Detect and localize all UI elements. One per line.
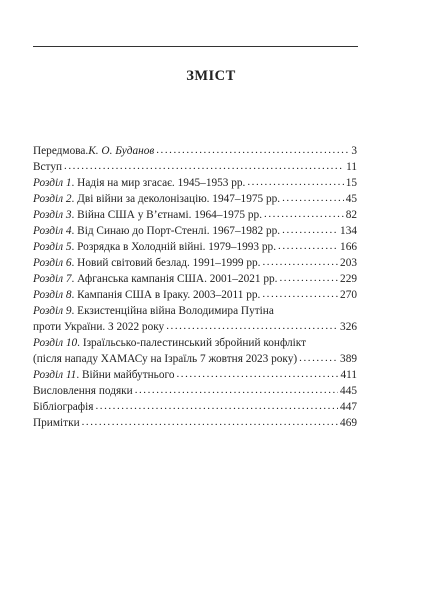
toc-entry-title-line2: (після нападу ХАМАСу на Ізраїль 7 жовтня 2023 року) xyxy=(33,353,298,365)
toc-entry-chapter: Розділ 7 xyxy=(33,273,72,285)
toc-entry-chapter: Розділ 1 xyxy=(33,177,72,189)
toc-entry-title: Кампанія США в Іраку. 2003–2011 рр. xyxy=(77,289,261,301)
dot-leader xyxy=(156,142,349,158)
toc-entry-chapter: Розділ 9 xyxy=(33,305,72,317)
toc-entry-page: 447 xyxy=(340,401,357,413)
toc-entry-page: 166 xyxy=(340,241,357,253)
toc-entry-chapter: Розділ 5 xyxy=(33,241,72,253)
toc-entry-title: Висловлення подяки xyxy=(33,385,133,397)
toc-entry-title: Надія на мир згасає. 1945–1953 рр. xyxy=(77,177,246,189)
toc-entry-page: 203 xyxy=(340,257,357,269)
toc-entry-foreword[interactable] xyxy=(33,143,357,159)
toc-entry-chapter-5[interactable]: Розділ 5 . Розрядка в Холодній війні. 1979–1993 рр. . . . 166 xyxy=(33,239,357,255)
toc-entry-chapter-4[interactable]: Розділ 4 . Від Синаю до Порт-Стенлі. 1967–1982 рр. . . . 134 xyxy=(33,223,357,239)
toc-entry-chapter: Розділ 3 xyxy=(33,209,72,221)
toc-entry-chapter-2[interactable]: Розділ 2 . Дві війни за деколонізацію. 1947–1975 рр. . . . 45 xyxy=(33,191,357,207)
toc-entry-page: 445 xyxy=(340,385,357,397)
dot-leader xyxy=(282,222,338,238)
toc-entry-chapter: Розділ 6 xyxy=(33,257,72,269)
dot-leader xyxy=(282,190,344,206)
toc-entry-page: 469 xyxy=(340,417,357,429)
toc-entry-page: 326 xyxy=(340,321,357,333)
page-title: ЗМІСТ xyxy=(186,68,236,84)
toc-entry-title: Війни майбутнього xyxy=(81,369,175,381)
dot-leader xyxy=(82,414,338,430)
toc-entry-title: Від Синаю до Порт-Стенлі. 1967–1982 рр. xyxy=(77,225,281,237)
dot-leader xyxy=(176,366,338,382)
toc-entry-title: Передмова. xyxy=(33,145,89,157)
toc-entry-introduction[interactable] xyxy=(33,159,357,175)
toc-entry-notes[interactable] xyxy=(33,415,357,431)
table-of-contents xyxy=(33,143,357,431)
toc-entry-page: 411 xyxy=(340,369,357,381)
toc-entry-title-line1: Екзистенційна війна Володимира Путіна xyxy=(77,305,274,317)
toc-entry-title: Новий світовий безлад. 1991–1999 рр. xyxy=(77,257,261,269)
dot-leader xyxy=(280,270,339,286)
toc-entry-acknowledgements[interactable] xyxy=(33,383,357,399)
toc-entry-chapter: Розділ 2 xyxy=(33,193,72,205)
dot-leader xyxy=(64,158,344,174)
toc-entry-page: 3 xyxy=(351,145,357,157)
toc-entry-page: 134 xyxy=(340,225,357,237)
toc-entry-chapter-6[interactable]: Розділ 6 . Новий світовий безлад. 1991–1999 рр. . . . 203 xyxy=(33,255,357,271)
toc-entry-chapter-11[interactable]: Розділ 11 . Війни майбутнього . . . 411 xyxy=(33,367,357,383)
dot-leader xyxy=(135,382,338,398)
toc-entry-title: Розрядка в Холодній війні. 1979–1993 рр. xyxy=(77,241,277,253)
toc-entry-title: Вступ xyxy=(33,161,63,173)
toc-entry-page: 82 xyxy=(345,209,357,221)
dot-leader xyxy=(299,350,338,366)
toc-entry-chapter-10[interactable]: Розділ 10. Ізраїльсько-палестинський збройний конфлікт (після нападу ХАМАСу на Ізраїль 7 жовтня 2023 року) . . . 389 xyxy=(33,335,357,367)
toc-entry-chapter-1[interactable]: Розділ 1 . Надія на мир згасає. 1945–1953 рр. . . . 15 xyxy=(33,175,357,191)
toc-entry-chapter-9[interactable]: Розділ 9. Екзистенційна війна Володимира Путіна проти України. З 2022 року . . . 326 xyxy=(33,303,357,335)
top-rule xyxy=(33,46,358,47)
dot-leader xyxy=(262,254,338,270)
toc-entry-page: 15 xyxy=(345,177,357,189)
toc-entry-title: Дві війни за деколонізацію. 1947–1975 рр. xyxy=(77,193,281,205)
dot-leader xyxy=(262,286,338,302)
toc-entry-chapter-3[interactable]: Розділ 3 . Війна США у В’єтнамі. 1964–1975 рр. . . . 82 xyxy=(33,207,357,223)
toc-entry-bibliography[interactable] xyxy=(33,399,357,415)
toc-entry-title: Примітки xyxy=(33,417,80,429)
toc-entry-page: 389 xyxy=(340,353,357,365)
toc-entry-title: Афганська кампанія США. 2001–2021 рр. xyxy=(77,273,278,285)
toc-entry-chapter: Розділ 4 xyxy=(33,225,72,237)
toc-entry-chapter: Розділ 8 xyxy=(33,289,72,301)
dot-leader xyxy=(166,318,338,334)
dot-leader xyxy=(278,238,338,254)
toc-entry-author: К. О. Буданов xyxy=(88,145,155,157)
dot-leader xyxy=(95,398,338,414)
toc-entry-title-line1: Ізраїльсько-палестинський збройний конфлікт xyxy=(82,337,307,349)
dot-leader xyxy=(264,206,344,222)
toc-entry-page: 45 xyxy=(345,193,357,205)
toc-entry-page: 270 xyxy=(340,289,357,301)
toc-entry-page: 11 xyxy=(346,161,357,173)
toc-entry-chapter: Розділ 11 xyxy=(33,369,77,381)
toc-entry-title-line2: проти України. З 2022 року xyxy=(33,321,165,333)
toc-entry-chapter-8[interactable]: Розділ 8 . Кампанія США в Іраку. 2003–2011 рр. . . . 270 xyxy=(33,287,357,303)
toc-entry-chapter-7[interactable]: Розділ 7 . Афганська кампанія США. 2001–2021 рр. . . . 229 xyxy=(33,271,357,287)
toc-entry-page: 229 xyxy=(340,273,357,285)
toc-entry-chapter: Розділ 10 xyxy=(33,337,78,349)
toc-entry-title: Війна США у В’єтнамі. 1964–1975 рр. xyxy=(77,209,263,221)
toc-entry-title: Бібліографія xyxy=(33,401,94,413)
dot-leader xyxy=(247,174,343,190)
